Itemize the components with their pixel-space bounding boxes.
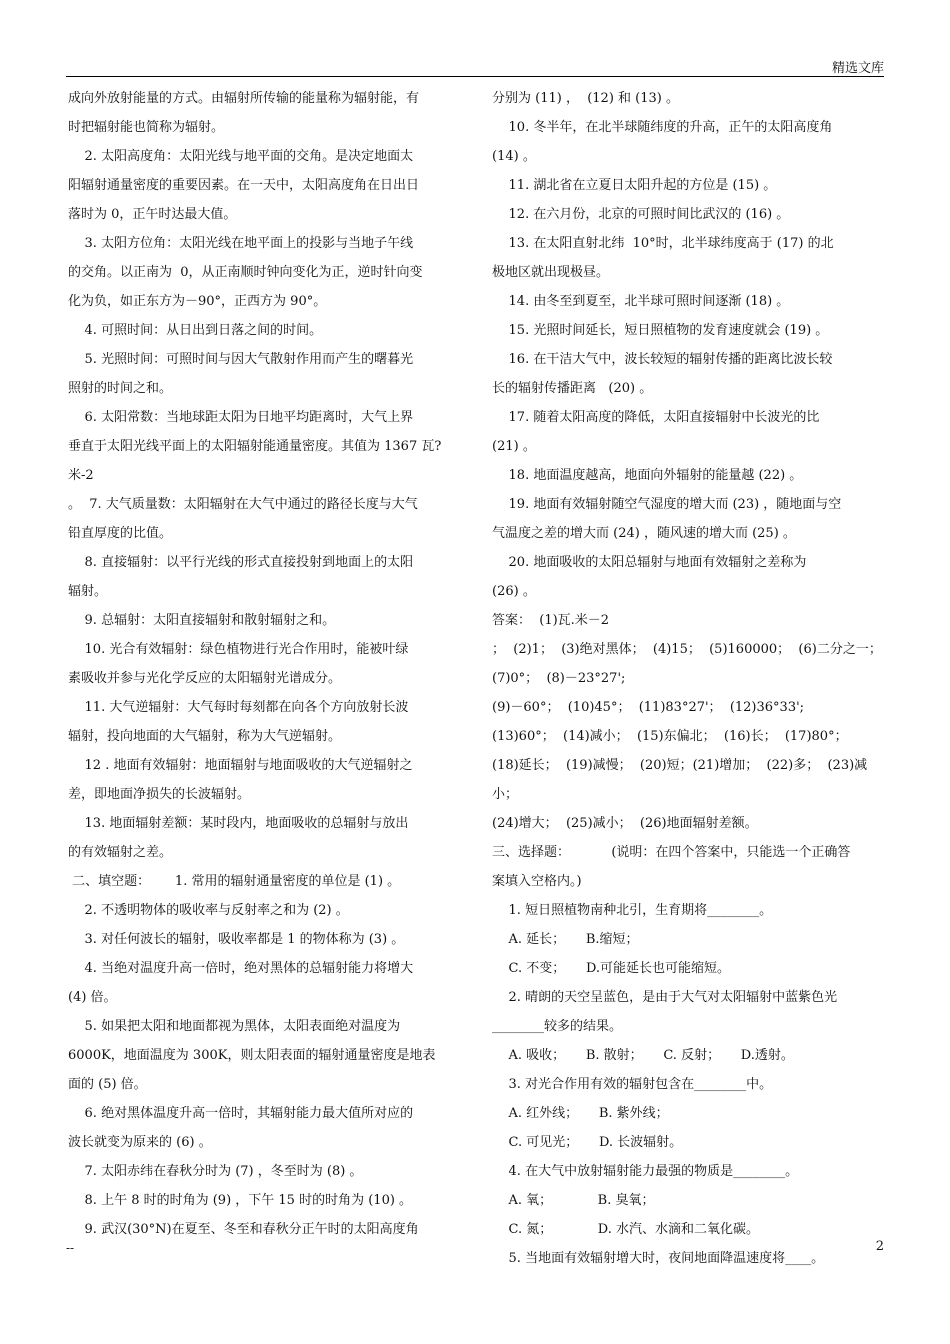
footer-marker: -- xyxy=(66,1241,75,1255)
text-line: 6. 太阳常数：当地球距太阳为日地平均距离时，大气上界 xyxy=(68,410,414,425)
text-line: 铅直厚度的比值。 xyxy=(68,526,173,541)
text-line: 成向外放射能量的方式。由辐射所传输的能量称为辐射能，有 xyxy=(68,91,420,106)
text-line: 长的辐射传播距离 (20) 。 xyxy=(492,381,653,396)
text-line: C. 氮； D. 水汽、水滴和二氧化碳。 xyxy=(492,1222,759,1237)
text-line: 3. 对光合作用有效的辐射包含在________中。 xyxy=(492,1077,773,1092)
text-line: (18)延长； (19)减慢； (20)短；(21)增加； (22)多； (23)减小； xyxy=(492,758,868,802)
text-line: 二、填空题： 1. 常用的辐射通量密度的单位是 (1) 。 xyxy=(68,874,401,889)
text-line: 面的 (5) 倍。 xyxy=(68,1077,147,1092)
text-line: 8. 直接辐射：以平行光线的形式直接投射到地面上的太阳 xyxy=(68,555,414,570)
text-line: 1. 短日照植物南种北引，生育期将________。 xyxy=(492,903,773,918)
text-line: 6. 绝对黑体温度升高一倍时，其辐射能力最大值所对应的 xyxy=(68,1106,414,1121)
text-line: 阳辐射通量密度的重要因素。在一天中，太阳高度角在日出日 xyxy=(68,178,420,193)
text-line: 时把辐射能也简称为辐射。 xyxy=(68,120,225,135)
text-line: C. 可见光； D. 长波辐射。 xyxy=(492,1135,683,1150)
text-line: 9. 总辐射：太阳直接辐射和散射辐射之和。 xyxy=(68,613,336,628)
text-line: A. 氧； B. 臭氧； xyxy=(492,1193,655,1208)
text-line: 5. 光照时间：可照时间与因大气散射作用而产生的曙暮光 xyxy=(68,352,414,367)
left-column xyxy=(68,84,460,1244)
text-line: 11. 大气逆辐射：大气每时每刻都在向各个方向放射长波 xyxy=(68,700,409,715)
text-line: 11. 湖北省在立夏日太阳升起的方位是 (15) 。 xyxy=(492,178,777,193)
text-line: 答案： (1)瓦.米－2 xyxy=(492,613,610,628)
text-line: 三、选择题： (说明：在四个答案中，只能选一个正确答 xyxy=(492,845,851,860)
text-line: 16. 在干洁大气中，波长较短的辐射传播的距离比波长较 xyxy=(492,352,833,367)
text-line: 差，即地面净损失的长波辐射。 xyxy=(68,787,251,802)
text-line: 案填入空格内。) xyxy=(492,874,582,889)
text-line: 气温度之差的增大而 (24) ，随风速的增大而 (25) 。 xyxy=(492,526,796,541)
text-line: (24)增大； (25)减小； (26)地面辐射差额。 xyxy=(492,816,758,831)
text-line: 10. 冬半年，在北半球随纬度的升高，正午的太阳高度角 xyxy=(492,120,833,135)
text-line: 辐射。 xyxy=(68,584,108,599)
text-line: 。 7. 大气质量数：太阳辐射在大气中通过的路径长度与大气 xyxy=(68,497,418,512)
text-line: 20. 地面吸收的太阳总辐射与地面有效辐射之差称为 xyxy=(492,555,807,570)
text-line: 13. 地面辐射差额：某时段内，地面吸收的总辐射与放出 xyxy=(68,816,409,831)
text-line: (13)60°； (14)减小； (15)东偏北； (16)长； (17)80°； xyxy=(492,729,848,744)
text-line: 2. 不透明物体的吸收率与反射率之和为 (2) 。 xyxy=(68,903,349,918)
text-line: A. 延长； B.缩短； xyxy=(492,932,639,947)
text-line: 米-2 xyxy=(68,468,94,483)
text-line: 辐射，投向地面的大气辐射，称为大气逆辐射。 xyxy=(68,729,342,744)
text-line: 素吸收并参与光化学反应的太阳辐射光谱成分。 xyxy=(68,671,342,686)
text-line: 化为负，如正东方为－90°，正西方为 90°。 xyxy=(68,294,327,309)
text-line: 5. 如果把太阳和地面都视为黑体，太阳表面绝对温度为 xyxy=(68,1019,401,1034)
text-line: 的交角。以正南为 0，从正南顺时钟向变化为正，逆时针向变 xyxy=(68,265,423,280)
text-line: 19. 地面有效辐射随空气湿度的增大而 (23) ，随地面与空 xyxy=(492,497,842,512)
text-line: 的有效辐射之差。 xyxy=(68,845,173,860)
text-line: 波长就变为原来的 (6) 。 xyxy=(68,1135,212,1150)
text-line: (4) 倍。 xyxy=(68,990,117,1005)
text-line: 4. 在大气中放射辐射能力最强的物质是________。 xyxy=(492,1164,799,1179)
text-line: 4. 当绝对温度升高一倍时，绝对黑体的总辐射能力将增大 xyxy=(68,961,414,976)
text-line: 12 . 地面有效辐射：地面辐射与地面吸收的大气逆辐射之 xyxy=(68,758,413,773)
text-line: 14. 由冬至到夏至，北半球可照时间逐渐 (18) 。 xyxy=(492,294,790,309)
text-line: (9)－60°； (10)45°； (11)83°27'； (12)36°33'; xyxy=(492,700,805,715)
text-line: 照射的时间之和。 xyxy=(68,381,173,396)
text-line: 9. 武汉(30°N)在夏至、冬至和春秋分正午时的太阳高度角 xyxy=(68,1222,419,1237)
text-line: 18. 地面温度越高，地面向外辐射的能量越 (22) 。 xyxy=(492,468,803,483)
text-line: 17. 随着太阳高度的降低，太阳直接辐射中长波光的比 xyxy=(492,410,820,425)
text-line: 2. 晴朗的天空呈蓝色，是由于大气对太阳辐射中蓝紫色光 xyxy=(492,990,838,1005)
text-line: 落时为 0，正午时达最大值。 xyxy=(68,207,237,222)
text-line: 2. 太阳高度角：太阳光线与地平面的交角。是决定地面太 xyxy=(68,149,414,164)
text-line: ________较多的结果。 xyxy=(492,1019,623,1034)
text-line: 7. 太阳赤纬在春秋分时为 (7) ，冬至时为 (8) 。 xyxy=(68,1164,363,1179)
text-line: A. 红外线； B. 紫外线； xyxy=(492,1106,669,1121)
header-rule xyxy=(66,76,884,77)
page-number: 2 xyxy=(875,1239,884,1254)
text-line: 分别为 (11) ， (12) 和 (13) 。 xyxy=(492,91,679,106)
text-line: (26) 。 xyxy=(492,584,536,599)
text-line: 极地区就出现极昼。 xyxy=(492,265,610,280)
text-line: 12. 在六月份，北京的可照时间比武汉的 (16) 。 xyxy=(492,207,790,222)
text-line: 垂直于太阳光线平面上的太阳辐射能通量密度。其值为 1367 瓦? xyxy=(68,439,442,454)
text-line: ； (2)1； (3)绝对黑体； (4)15； (5)160000； (6)二分之一； xyxy=(492,642,882,657)
text-line: 5. 当地面有效辐射增大时，夜间地面降温速度将____。 xyxy=(492,1251,825,1266)
text-line: 4. 可照时间：从日出到日落之间的时间。 xyxy=(68,323,323,338)
header-label: 精选文库 xyxy=(831,61,884,76)
text-line: 3. 太阳方位角：太阳光线在地平面上的投影与当地子午线 xyxy=(68,236,414,251)
text-line: 6000K，地面温度为 300K，则太阳表面的辐射通量密度是地表 xyxy=(68,1048,436,1063)
text-line: 15. 光照时间延长，短日照植物的发育速度就会 (19) 。 xyxy=(492,323,829,338)
text-line: 3. 对任何波长的辐射，吸收率都是 1 的物体称为 (3) 。 xyxy=(68,932,405,947)
right-column xyxy=(492,84,884,1273)
text-line: (21) 。 xyxy=(492,439,536,454)
text-line: (7)0°； (8)－23°27'; xyxy=(492,671,626,686)
text-line: (14) 。 xyxy=(492,149,536,164)
text-line: 13. 在太阳直射北纬 10°时，北半球纬度高于 (17) 的北 xyxy=(492,236,834,251)
text-line: 10. 光合有效辐射：绿色植物进行光合作用时，能被叶绿 xyxy=(68,642,409,657)
text-line: A. 吸收； B. 散射； C. 反射； D.透射。 xyxy=(492,1048,794,1063)
text-line: C. 不变； D.可能延长也可能缩短。 xyxy=(492,961,731,976)
text-line: 8. 上午 8 时的时角为 (9) ，下午 15 时的时角为 (10) 。 xyxy=(68,1193,413,1208)
